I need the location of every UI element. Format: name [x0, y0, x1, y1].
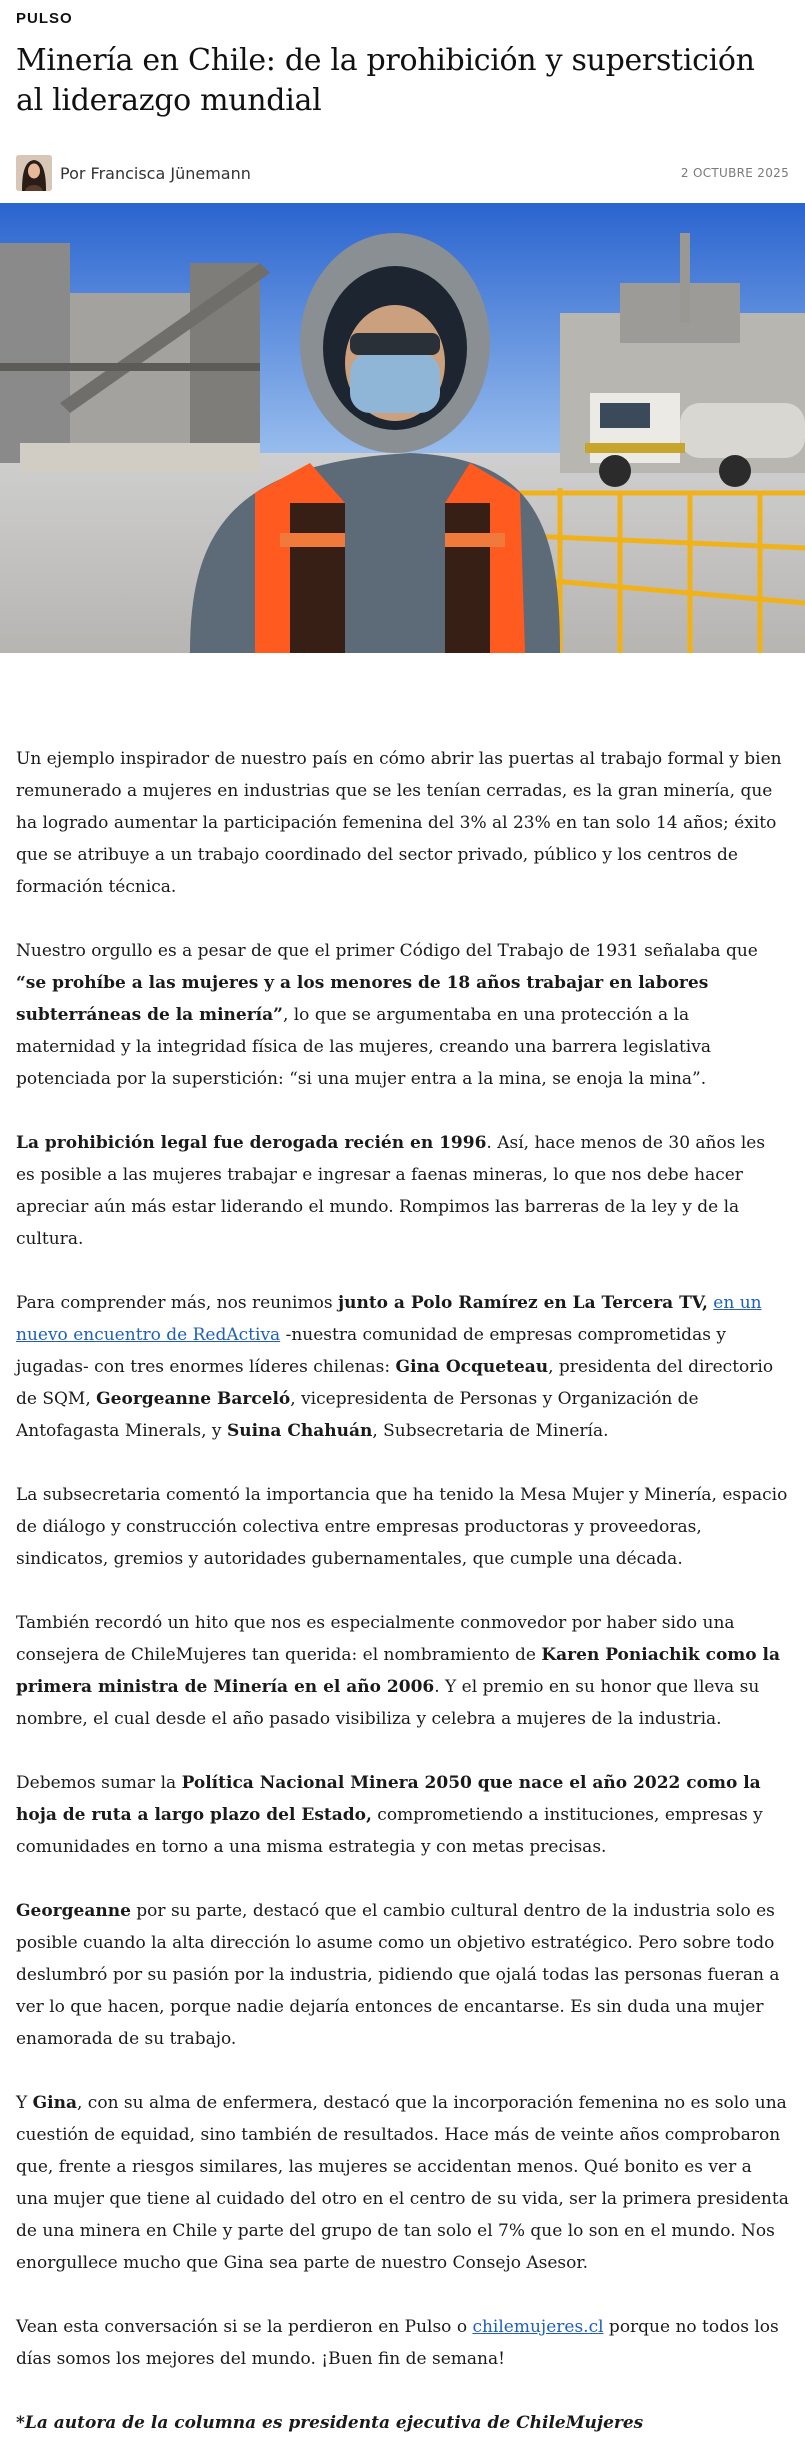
publish-date: 2 OCTUBRE 2025 [680, 166, 789, 180]
paragraph: Nuestro orgullo es a pesar de que el primer Código del Trabajo de 1931 señalaba que “se prohíbe a las mujeres y a los menores de 18 años trabajar en labores subterráneas de la minería”, lo que se argumentaba en una protección a la maternidad y la integridad física de las mujeres, creando una barrera legislativa potenciada por la superstición: “si una mujer entra a la mina, se enoja la mina”. [16, 941, 758, 1089]
paragraph: Y Gina, con su alma de enfermera, destacó que la incorporación femenina no es solo una cuestión de equidad, sino también de resultados. Hace más de veinte años comprobaron que, frente a riesgos similares, las mujeres se accidentan menos. Qué bonito es ver a una mujer que tiene al cuidado del otro en el centro de su vida, ser la primera presidenta de una minera en Chile y parte del grupo de tan solo el 7% que lo son en el mundo. Nos enorgullece mucho que Gina sea parte de nuestro Consejo Asesor. [16, 2093, 789, 2273]
chilemujeres-link[interactable]: chilemujeres.cl [472, 2317, 604, 2337]
author-name[interactable]: Por Francisca Jünemann [60, 163, 251, 183]
paragraph: La prohibición legal fue derogada recién en 1996. Así, hace menos de 30 años les es posible a las mujeres trabajar e ingresar a faenas mineras, lo que nos debe hacer apreciar aún más estar liderando el mundo. Rompimos las barreras de la ley y de la cultura. [16, 1133, 766, 1249]
section-label[interactable]: PULSO [16, 10, 73, 27]
article-body [0, 743, 805, 2439]
author-footnote: *La autora de la columna es presidenta ejecutiva de ChileMujeres [16, 2413, 644, 2433]
article-headline: Minería en Chile: de la prohibición y superstición al liderazgo mundial [16, 43, 755, 118]
redactiva-link[interactable]: en un nuevo encuentro de RedActiva [16, 1293, 762, 1345]
paragraph: Georgeanne por su parte, destacó que el cambio cultural dentro de la industria solo es posible cuando la alta dirección lo asume como un objetivo estratégico. Pero sobre todo deslumbró por su pasión por la industria, pidiendo que ojalá todas las personas fueran a ver lo que hacen, porque nadie dejaría entonces de encantarse. Es sin duda una mujer enamorada de su trabajo. [16, 1901, 780, 2049]
paragraph: La subsecretaria comentó la importancia que ha tenido la Mesa Mujer y Minería, espacio de diálogo y construcción colectiva entre empresas productoras y proveedoras, sindicatos, gremios y autoridades gubernamentales, que cumple una década. [16, 1485, 788, 1569]
paragraph: Vean esta conversación si se la perdieron en Pulso o chilemujeres.cl porque no todos los días somos los mejores del mundo. ¡Buen fin de semana! [16, 2317, 779, 2369]
author-avatar[interactable] [16, 155, 52, 191]
hero-photo [0, 203, 805, 653]
paragraph: Un ejemplo inspirador de nuestro país en cómo abrir las puertas al trabajo formal y bien remunerado a mujeres en industrias que se les tenían cerradas, es la gran minería, que ha logrado aumentar la participación femenina del 3% al 23% en tan solo 14 años; éxito que se atribuye a un trabajo coordinado del sector privado, público y los centros de formación técnica. [16, 749, 782, 897]
paragraph: Debemos sumar la Política Nacional Minera 2050 que nace el año 2022 como la hoja de ruta a largo plazo del Estado, comprometiendo a instituciones, empresas y comunidades en torno a una misma estrategia y con metas precisas. [16, 1773, 763, 1857]
paragraph: Para comprender más, nos reunimos junto a Polo Ramírez en La Tercera TV, en un nuevo encuentro de RedActiva -nuestra comunidad de empresas comprometidas y jugadas- con tres enormes líderes chilenas: Gina Ocqueteau, presidenta del directorio de SQM, Georgeanne Barceló, vicepresidenta de Personas y Organización de Antofagasta Minerals, y Suina Chahuán, Subsecretaria de Minería. [16, 1293, 774, 1441]
author-block[interactable] [16, 155, 251, 191]
paragraph: También recordó un hito que nos es especialmente conmovedor por haber sido una consejera de ChileMujeres tan querida: el nombramiento de Karen Poniachik como la primera ministra de Minería en el año 2006. Y el premio en su honor que lleva su nombre, el cual desde el año pasado visibiliza y celebra a mujeres de la industria. [16, 1613, 781, 1729]
byline [16, 155, 789, 191]
